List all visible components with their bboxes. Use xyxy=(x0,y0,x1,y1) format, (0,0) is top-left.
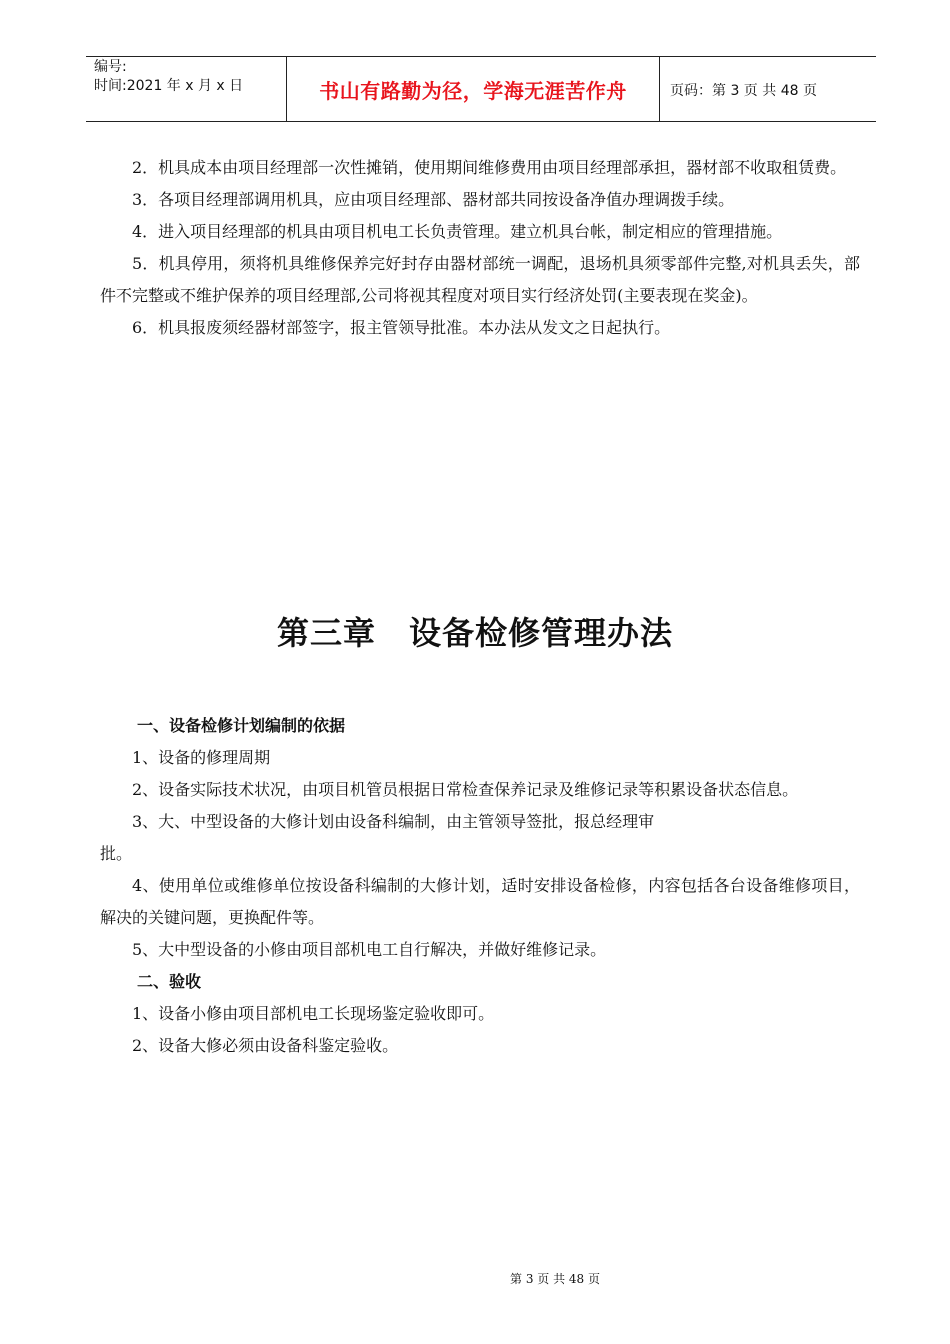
paragraph-3: 3．各项目经理部调用机具，应由项目经理部、器材部共同按设备净值办理调拨手续。 xyxy=(132,190,735,209)
document-date: 时间:2021 年 x 月 x 日 xyxy=(94,78,244,94)
page-footer: 第 3 页 共 48 页 xyxy=(510,1272,600,1286)
paragraph-4: 4．进入项目经理部的机具由项目机电工长负责管理。建立机具台帐，制定相应的管理措施。 xyxy=(132,222,783,241)
section-heading-basis: 一、设备检修计划编制的依据 xyxy=(137,716,346,735)
list-item-continuation: 批。 xyxy=(100,844,133,863)
list-item: 3、大、中型设备的大修计划由设备科编制，由主管领导签批，报总经理审 xyxy=(132,812,655,831)
page-header xyxy=(86,56,876,122)
header-meta xyxy=(86,57,287,122)
list-item: 2、设备实际技术状况，由项目机管员根据日常检查保养记录及维修记录等积累设备状态信息。 xyxy=(132,780,799,799)
list-item: 2、设备大修必须由设备科鉴定验收。 xyxy=(132,1036,399,1055)
list-item: 1、设备的修理周期 xyxy=(132,748,271,767)
chapter-title: 第三章 设备检修管理办法 xyxy=(276,614,673,652)
header-page-info: 页码：第 3 页 共 48 页 xyxy=(670,82,817,99)
list-item: 4、使用单位或维修单位按设备科编制的大修计划，适时安排设备检修，内容包括各台设备维修项目，解决的关键问题，更换配件等。 xyxy=(100,876,860,927)
chapter-body xyxy=(100,710,860,1062)
paragraph-2: 2．机具成本由项目经理部一次性摊销，使用期间维修费用由项目经理部承担，器材部不收取租赁费。 xyxy=(132,158,847,177)
top-section xyxy=(100,152,860,344)
header-motto: 书山有路勤为径，学海无涯苦作舟 xyxy=(287,57,660,122)
section-heading-acceptance: 二、验收 xyxy=(137,972,202,991)
document-number-label: 编号: xyxy=(94,59,127,75)
paragraph-6: 6．机具报废须经器材部签字，报主管领导批准。本办法从发文之日起执行。 xyxy=(132,318,671,337)
list-item: 5、大中型设备的小修由项目部机电工自行解决，并做好维修记录。 xyxy=(132,940,607,959)
list-item: 1、设备小修由项目部机电工长现场鉴定验收即可。 xyxy=(132,1004,495,1023)
paragraph-5: 5．机具停用，须将机具维修保养完好封存由器材部统一调配，退场机具须零部件完整,对机具丢失，部件不完整或不维护保养的项目经理部,公司将视其程度对项目实行经济处罚(主要表现在奖金)。 xyxy=(100,254,860,305)
